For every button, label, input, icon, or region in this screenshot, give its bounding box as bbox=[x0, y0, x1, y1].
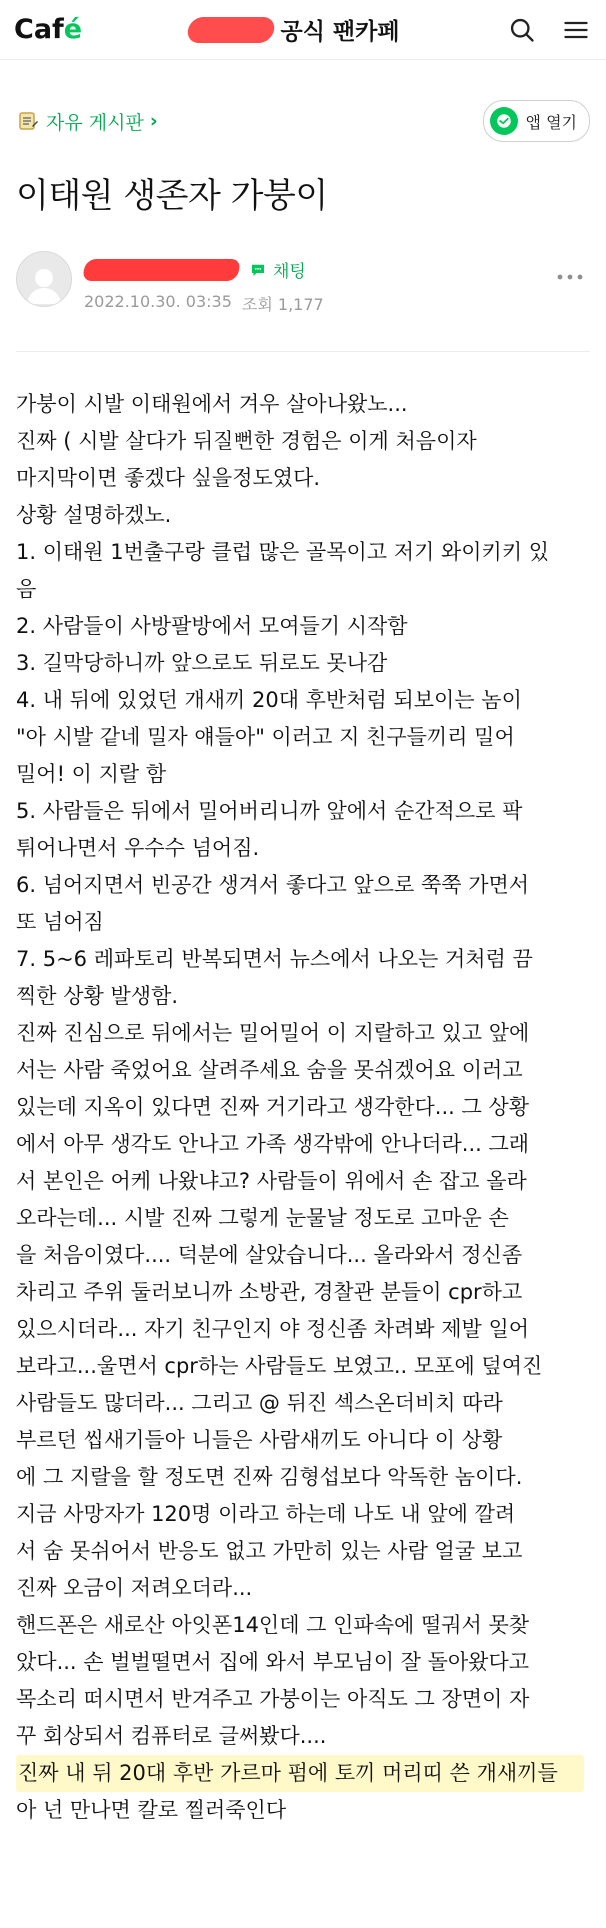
top-app-bar bbox=[0, 0, 606, 60]
body-line: 7. 5~6 레파토리 반복되면서 뉴스에서 나오는 거처럼 끔 bbox=[16, 947, 533, 971]
body-line: 사람들도 많더라... 그리고 @ 뒤진 섹스온더비치 따라 bbox=[16, 1391, 503, 1415]
top-icons bbox=[506, 14, 592, 46]
post-views: 조회 1,177 bbox=[241, 295, 324, 314]
divider bbox=[16, 351, 590, 352]
body-line: 가붕이 시발 이태원에서 겨우 살아나왔노... bbox=[16, 392, 408, 416]
body-line: 서 숨 못쉬어서 반응도 없고 가만히 있는 사람 얼굴 보고 bbox=[16, 1539, 523, 1563]
notepad-icon bbox=[16, 109, 40, 133]
body-line: 핸드폰은 새로산 아잇폰14인데 그 인파속에 떨궈서 못찾 bbox=[16, 1613, 530, 1637]
body-line: 음 bbox=[16, 577, 37, 601]
cafe-logo[interactable]: Café bbox=[14, 14, 83, 45]
post-meta bbox=[84, 292, 324, 315]
body-line: "아 시발 같네 밀자 얘들아" 이러고 지 친구들끼리 밀어 bbox=[16, 725, 515, 749]
post-date: 2022.10.30. 03:35 bbox=[84, 292, 232, 311]
redacted-author-name bbox=[82, 259, 242, 281]
open-app-label: 앱 열기 bbox=[525, 112, 577, 132]
author-avatar[interactable] bbox=[16, 251, 72, 307]
post-body bbox=[16, 386, 590, 1829]
body-line: 차리고 주위 둘러보니까 소방관, 경찰관 분들이 cpr하고 bbox=[16, 1280, 523, 1304]
body-line: 상황 설명하겠노. bbox=[16, 503, 172, 527]
author-row bbox=[16, 251, 590, 315]
body-line: 에서 아무 생각도 안나고 가족 생각밖에 안나더라... 그래 bbox=[16, 1132, 530, 1156]
more-options-button[interactable] bbox=[550, 257, 590, 297]
body-line: 4. 내 뒤에 있었던 개새끼 20대 후반처럼 되보이는 놈이 bbox=[16, 688, 522, 712]
author-name-row bbox=[84, 257, 324, 282]
body-line: 에 그 지랄을 할 정도면 진짜 김형섭보다 악독한 놈이다. bbox=[16, 1465, 523, 1489]
chevron-right-icon: › bbox=[149, 110, 158, 132]
avatar-silhouette-icon bbox=[21, 260, 67, 306]
body-line: 6. 넘어지면서 빈공간 생겨서 좋다고 앞으로 쭉쭉 가면서 bbox=[16, 873, 530, 897]
body-line: 튀어나면서 우수수 넘어짐. bbox=[16, 836, 260, 860]
menu-button[interactable] bbox=[560, 14, 592, 46]
chat-bubble-icon bbox=[249, 261, 267, 279]
cafe-title-suffix: 공식 팬카페 bbox=[280, 19, 400, 45]
body-line: 오라는데... 시발 진짜 그렇게 눈물날 정도로 고마운 손 bbox=[16, 1206, 509, 1230]
chat-label: 채팅 bbox=[273, 262, 306, 282]
body-line: 있는데 지옥이 있다면 진짜 거기라고 생각한다... 그 상황 bbox=[16, 1095, 530, 1119]
chat-button[interactable] bbox=[249, 257, 306, 282]
body-line: 진짜 내 뒤 20대 후반 가르마 펌에 토끼 머리띠 쓴 개새끼들 bbox=[16, 1755, 584, 1792]
body-line: 서 본인은 어케 나왔냐고? 사람들이 위에서 손 잡고 올라 bbox=[16, 1169, 527, 1193]
body-line: 았다... 손 벌벌떨면서 집에 와서 부모님이 잘 돌아왔다고 bbox=[16, 1650, 530, 1674]
post-content bbox=[0, 100, 606, 1829]
author-info bbox=[16, 251, 324, 315]
body-line: 서는 사람 죽었어요 살려주세요 숨을 못쉬겠어요 이러고 bbox=[16, 1058, 523, 1082]
board-label: 자유 게시판 bbox=[46, 111, 144, 134]
body-line: 을 처음이였다.... 덕분에 살았습니다... 올라와서 정신좀 bbox=[16, 1243, 523, 1267]
more-dots-icon bbox=[556, 273, 584, 281]
body-line: 진짜 ( 시발 살다가 뒤질뻔한 경험은 이게 처음이자 bbox=[16, 429, 477, 453]
author-lines bbox=[84, 251, 324, 315]
body-line: 밀어! 이 지랄 함 bbox=[16, 762, 167, 786]
body-line: 5. 사람들은 뒤에서 밀어버리니까 앞에서 순간적으로 팍 bbox=[16, 799, 523, 823]
search-button[interactable] bbox=[506, 14, 538, 46]
body-line: 아 넌 만나면 칼로 찔러죽인다 bbox=[16, 1798, 287, 1822]
hamburger-menu-icon bbox=[562, 16, 590, 44]
body-line: 있으시더라... 자기 친구인지 야 정신좀 차려봐 제발 일어 bbox=[16, 1317, 530, 1341]
board-row bbox=[16, 100, 590, 142]
post-title: 이태원 생존자 가붕이 bbox=[16, 176, 328, 216]
body-line: 진짜 진심으로 뒤에서는 밀어밀어 이 지랄하고 있고 앞에 bbox=[16, 1021, 530, 1045]
search-icon bbox=[508, 16, 536, 44]
cafe-title[interactable] bbox=[188, 13, 399, 46]
body-line: 또 넘어짐 bbox=[16, 910, 104, 934]
board-link[interactable] bbox=[16, 108, 158, 135]
body-line: 1. 이태원 1번출구랑 클럽 많은 골목이고 저기 와이키키 있 bbox=[16, 540, 550, 564]
body-line: 목소리 떠시면서 반겨주고 가붕이는 아직도 그 장면이 자 bbox=[16, 1687, 530, 1711]
body-line: 보라고...울면서 cpr하는 사람들도 보였고.. 모포에 덮여진 bbox=[16, 1354, 543, 1378]
open-app-button[interactable] bbox=[483, 100, 590, 142]
body-line: 지금 사망자가 120명 이라고 하는데 나도 내 앞에 깔려 bbox=[16, 1502, 516, 1526]
body-line: 부르던 씹새기들아 니들은 사람새끼도 아니다 이 상황 bbox=[16, 1428, 503, 1452]
body-line: 진짜 오금이 저려오더라... bbox=[16, 1576, 253, 1600]
redacted-cafe-name bbox=[186, 17, 277, 43]
app-badge-icon bbox=[490, 107, 518, 135]
body-line: 꾸 회상되서 컴퓨터로 글써봤다.... bbox=[16, 1724, 327, 1748]
body-line: 2. 사람들이 사방팔방에서 모여들기 시작함 bbox=[16, 614, 408, 638]
body-line: 3. 길막당하니까 앞으로도 뒤로도 못나감 bbox=[16, 651, 388, 675]
body-line: 찍한 상황 발생함. bbox=[16, 984, 179, 1008]
body-line: 마지막이면 좋겠다 싶을정도였다. bbox=[16, 466, 321, 490]
